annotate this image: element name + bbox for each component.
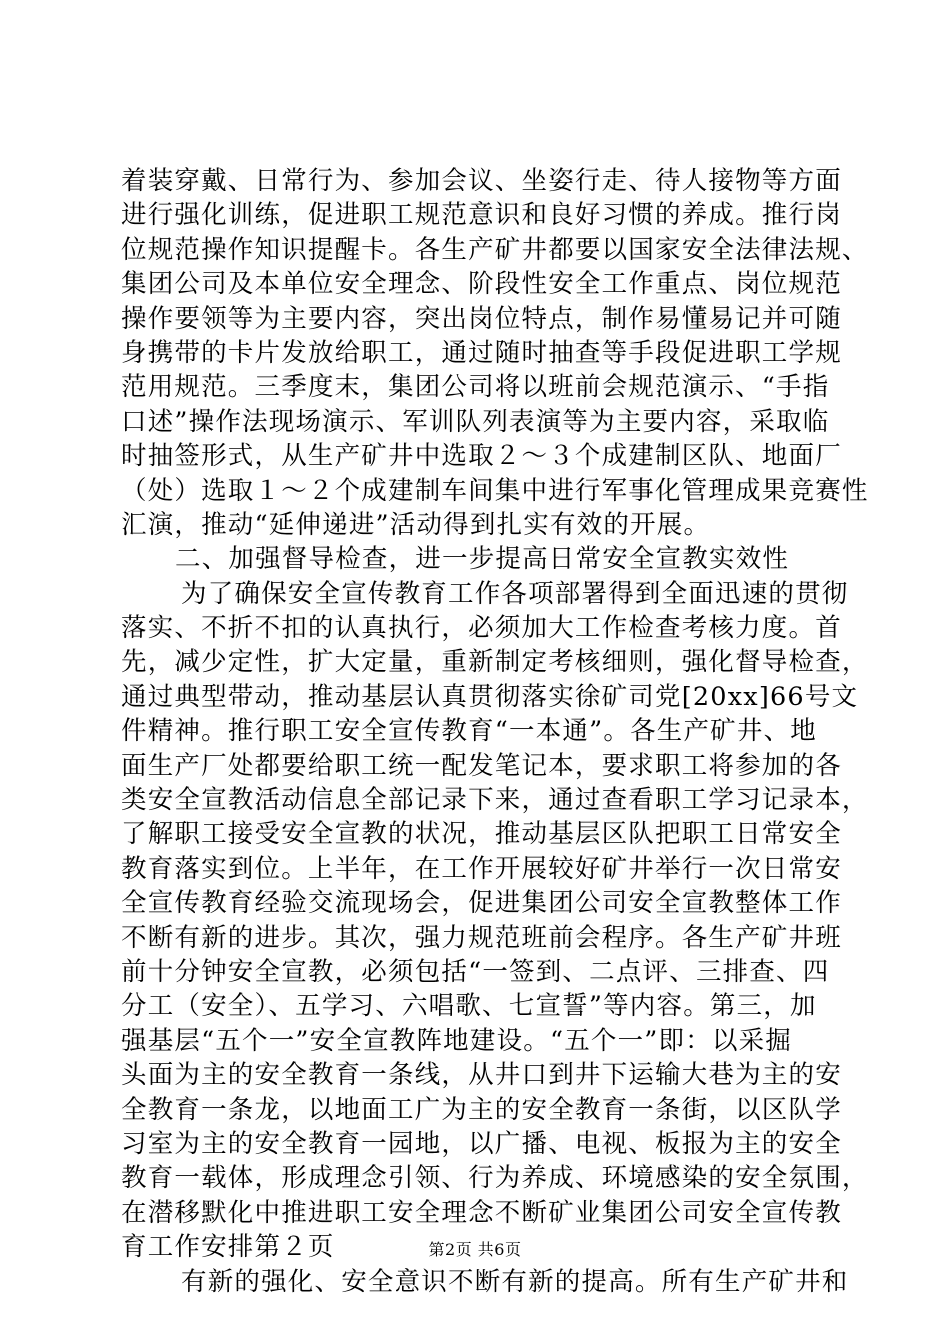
body-line: 教育落实到位。上半年，在工作开展较好矿井举行一次日常安: [121, 853, 842, 884]
body-line: 身携带的卡片发放给职工，通过随时抽查等手段促进职工学规: [121, 337, 842, 368]
body-line: 前十分钟安全宣教，必须包括“一签到、二点评、三排查、四: [121, 956, 830, 987]
body-line: 位规范操作知识提醒卡。各生产矿井都要以国家安全法律法规、: [121, 234, 869, 265]
body-line: 落实、不折不扣的认真执行，必须加大工作检查考核力度。首: [121, 613, 842, 644]
body-line: 进行强化训练，促进职工规范意识和良好习惯的养成。推行岗: [121, 200, 842, 231]
body-line: 通过典型带动，推动基层认真贯彻落实徐矿司党[20xx]66号文: [121, 681, 859, 712]
body-line: 范用规范。三季度末，集团公司将以班前会规范演示、“手指: [121, 372, 830, 403]
body-line: 操作要领等为主要内容，突出岗位特点，制作易懂易记并可随: [121, 303, 842, 334]
body-line: 分工（安全）、五学习、六唱歌、七宣誓”等内容。第三，加: [121, 991, 817, 1022]
body-line: 口述”操作法现场演示、军训队列表演等为主要内容，采取临: [121, 406, 830, 437]
body-line: 面生产厂处都要给职工统一配发笔记本，要求职工将参加的各: [121, 750, 842, 781]
body-line: 习室为主的安全教育一园地，以广播、电视、板报为主的安全: [121, 1128, 842, 1159]
body-line: 在潜移默化中推进职工安全理念不断矿业集团公司安全宣传教: [121, 1197, 842, 1228]
body-line: 时抽签形式，从生产矿井中选取２～３个成建制区队、地面厂: [121, 441, 842, 472]
body-line: 全教育一条龙，以地面工广为主的安全教育一条街，以区队学: [121, 1094, 842, 1125]
body-line: 着装穿戴、日常行为、参加会议、坐姿行走、待人接物等方面: [121, 166, 842, 196]
page-footer: 第2页 共6页: [428, 1240, 522, 1259]
paragraph-first-line: 为了确保安全宣传教育工作各项部署得到全面迅速的贯彻: [181, 578, 849, 609]
body-line: 强基层“五个一”安全宣教阵地建设。“五个一”即：以采掘: [121, 1025, 793, 1056]
body-line: 类安全宣教活动信息全部记录下来，通过查看职工学习记录本，: [121, 785, 869, 816]
body-line: 头面为主的安全教育一条线，从井口到井下运输大巷为主的安: [121, 1060, 842, 1091]
document-body: [121, 164, 869, 1299]
body-line: 集团公司及本单位安全理念、阶段性安全工作重点、岗位规范: [121, 269, 842, 300]
body-line: 先，减少定性，扩大定量，重新制定考核细则，强化督导检查，: [121, 647, 869, 678]
body-line: 了解职工接受安全宣教的状况，推动基层区队把职工日常安全: [121, 819, 842, 850]
body-line: （处）选取１～２个成建制车间集中进行军事化管理成果竞赛性: [121, 475, 869, 506]
body-line: 不断有新的进步。其次，强力规范班前会程序。各生产矿井班: [121, 922, 842, 953]
body-line: 全宣传教育经验交流现场会，促进集团公司安全宣教整体工作: [121, 888, 842, 919]
body-line: 汇演，推动“延伸递进”活动得到扎实有效的开展。: [121, 509, 711, 540]
body-line: 件精神。推行职工安全宣传教育“一本通”。各生产矿井、地: [121, 716, 817, 747]
body-line: 育工作安排第２页: [121, 1232, 335, 1263]
paragraph-first-line: 有新的强化、安全意识不断有新的提高。所有生产矿井和: [181, 1266, 849, 1297]
section-heading: 二、加强督导检查，进一步提高日常安全宣教实效性: [175, 544, 790, 575]
body-line: 教育一载体，形成理念引领、行为养成、环境感染的安全氛围，: [121, 1163, 869, 1194]
